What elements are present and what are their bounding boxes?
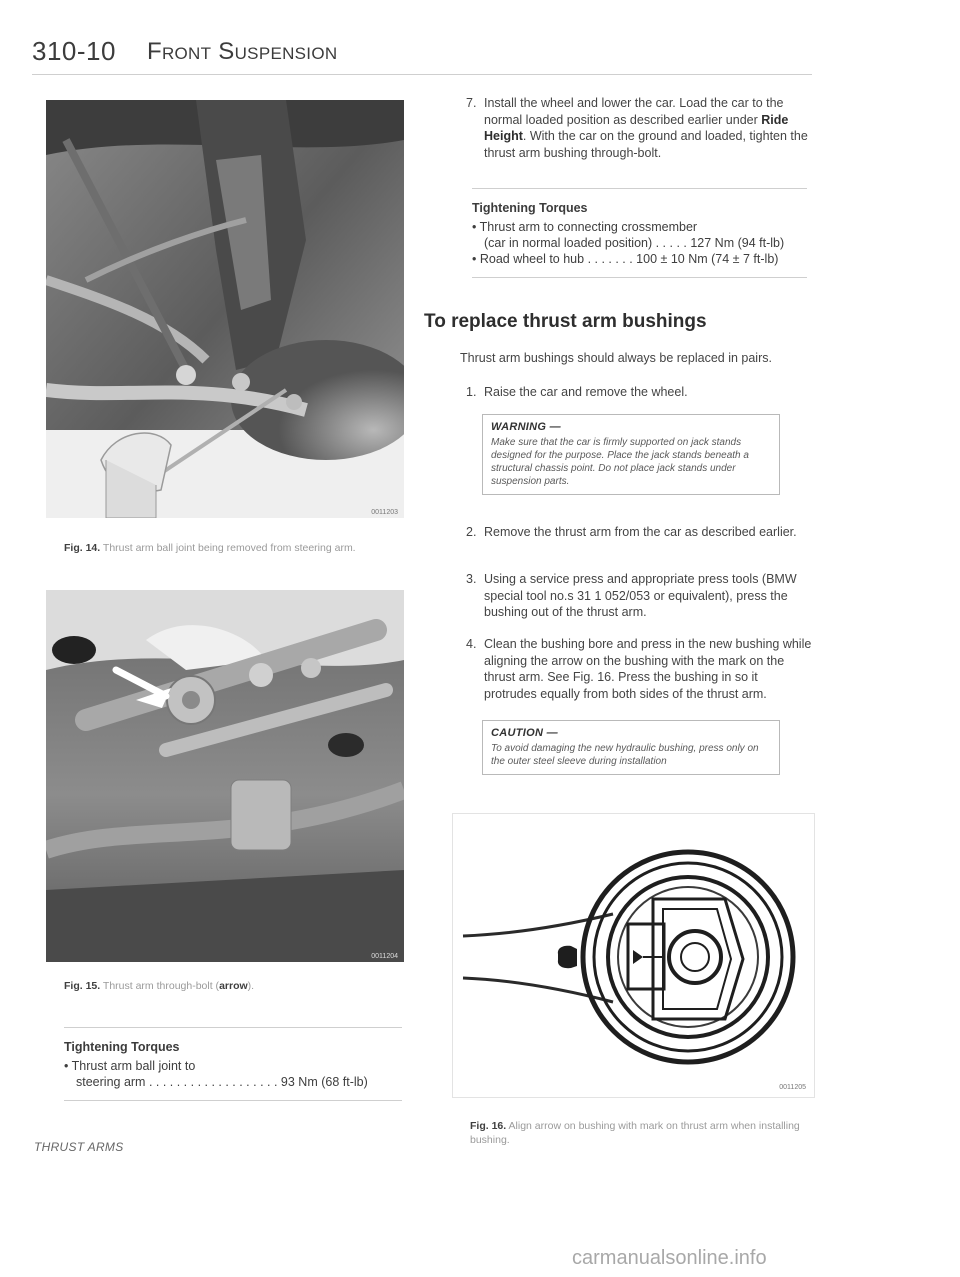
page-header <box>32 36 812 76</box>
step-7-text-b: . With the car on the ground and loaded, tighten the thrust arm bushing through-bolt. <box>484 129 808 160</box>
footer-section-label: THRUST ARMS <box>34 1140 124 1154</box>
step-7-text-a: Install the wheel and lower the car. Load the car to the normal loaded position as described earlier under <box>484 96 784 127</box>
watermark: carmanualsonline.info <box>572 1247 767 1269</box>
caution-title: CAUTION — <box>491 727 558 739</box>
fig15-caption-pre: Thrust arm through-bolt ( <box>102 980 220 992</box>
fig14-label: Fig. 14. <box>64 542 101 554</box>
page-number: 310-10 <box>32 36 116 66</box>
warning-title: WARNING — <box>491 421 561 433</box>
fig15-caption-arrow: arrow <box>219 980 248 992</box>
torque-right-title: Tightening Torques <box>472 201 588 215</box>
fig16-drawing-id: 0011205 <box>779 1084 806 1091</box>
fig15-photo-id: 0011204 <box>371 953 398 960</box>
torque-spec-left <box>64 1027 402 1101</box>
section-intro: Thrust arm bushings should always be replaced in pairs. <box>460 351 772 365</box>
caution-box <box>482 720 780 775</box>
fig14-photo-id: 0011203 <box>371 509 398 516</box>
step-4 <box>466 636 814 702</box>
warning-box <box>482 414 780 495</box>
header-divider <box>32 74 812 75</box>
step-3 <box>466 571 814 621</box>
fig14-caption <box>64 541 414 555</box>
fig16-illustration <box>452 813 815 1098</box>
step-4-text: Clean the bushing bore and press in the new bushing while aligning the arrow on the bushing with the mark on the thrust arm. See Fig. 16. Press the bushing in so it protrudes equally from both sides of the thrust arm. <box>484 637 812 701</box>
step-7-number: 7. <box>466 96 477 110</box>
step-4-number: 4. <box>466 637 477 651</box>
torque-left-item-line1: • Thrust arm ball joint to <box>64 1059 196 1073</box>
torque-right-top-rule <box>472 188 807 189</box>
step-3-number: 3. <box>466 572 477 586</box>
torque-right-item1-line1: • Thrust arm to connecting crossmember <box>472 220 698 234</box>
step-1-number: 1. <box>466 385 477 399</box>
torque-spec-right <box>472 188 807 278</box>
torque-left-title: Tightening Torques <box>64 1040 180 1054</box>
fig16-caption-text: Align arrow on bushing with mark on thrust arm when installing bushing. <box>470 1120 800 1146</box>
torque-left-bottom-rule <box>64 1100 402 1101</box>
torque-right-item2: • Road wheel to hub . . . . . . . 100 ± 10 Nm (74 ± 7 ft-lb) <box>472 252 779 266</box>
warning-body: Make sure that the car is firmly supported on jack stands designed for the purpose. Place the jack stands beneath a structural chassis point. Do not place jack stands under suspension parts. <box>491 437 749 487</box>
section-title: Front Suspension <box>147 38 338 65</box>
step-2-text: Remove the thrust arm from the car as described earlier. <box>484 525 797 539</box>
torque-right-bottom-rule <box>472 277 807 278</box>
caution-body: To avoid damaging the new hydraulic bushing, press only on the outer steel sleeve during installation <box>491 743 759 767</box>
step-1-text: Raise the car and remove the wheel. <box>484 385 688 399</box>
step-3-text: Using a service press and appropriate press tools (BMW special tool no.s 31 1 052/053 or equivalent), press the bushing out of the thrust arm. <box>484 572 797 619</box>
fig15-caption <box>64 979 414 993</box>
step-7 <box>466 95 814 161</box>
fig14-photo <box>46 100 404 518</box>
fig15-caption-post: ). <box>247 980 255 992</box>
torque-left-item-line2: steering arm . . . . . . . . . . . . . . . . . . . 93 Nm (68 ft-lb) <box>76 1075 368 1089</box>
step-7-ride-height: Ride Height <box>484 112 789 143</box>
fig15-label: Fig. 15. <box>64 980 101 992</box>
section-heading: To replace thrust arm bushings <box>424 311 707 332</box>
step-1 <box>466 384 814 401</box>
torque-left-top-rule <box>64 1027 402 1028</box>
step-2 <box>466 524 814 541</box>
fig16-caption <box>470 1119 815 1147</box>
fig16-label: Fig. 16. <box>470 1120 507 1132</box>
fig14-caption-text: Thrust arm ball joint being removed from steering arm. <box>102 542 356 554</box>
step-2-number: 2. <box>466 525 477 539</box>
fig15-photo <box>46 590 404 962</box>
torque-right-item1-line2: (car in normal loaded position) . . . . . 127 Nm (94 ft-lb) <box>484 236 785 250</box>
